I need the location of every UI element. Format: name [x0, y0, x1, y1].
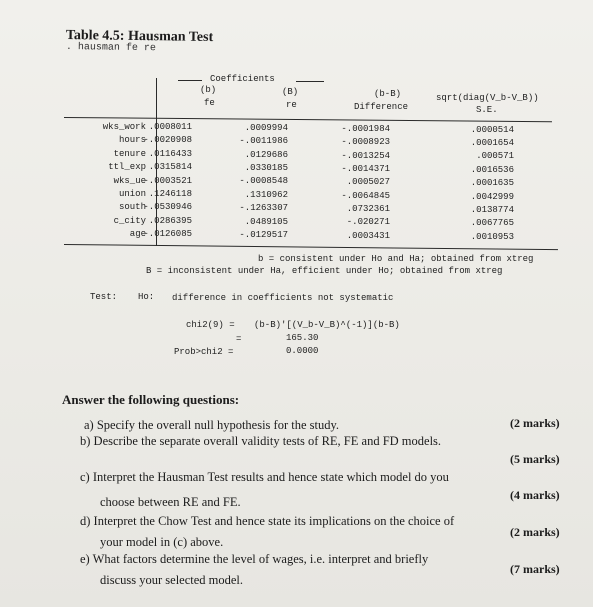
row-label-union: union: [118, 188, 146, 199]
col-se-top: sqrt(diag(V_b-V_B)): [436, 93, 539, 103]
row-label-hours: hours: [118, 135, 146, 146]
cell-se-c-city: .0067765: [470, 218, 514, 229]
cell-b-tenure: .0116433: [148, 148, 192, 159]
cell-b-c-city: .0286395: [148, 215, 192, 226]
cell-diff-south: .0732361: [346, 204, 390, 215]
question-text: Interpret the Chow Test and hence state its implications on the choice of: [93, 514, 455, 528]
cell-b-ttl-exp: .0315814: [148, 162, 192, 173]
stata-command: . hausman fe re: [65, 42, 157, 55]
question-text: What factors determine the level of wages, i.e. interpret and briefly: [92, 552, 429, 566]
table-bottom-rule: [64, 244, 558, 250]
cell-b-re-wks-ue: -.0008548: [239, 176, 288, 187]
table-title: Table 4.5: Hausman Test: [65, 28, 214, 46]
cell-b-re-ttl-exp: .0330185: [244, 163, 288, 174]
cell-diff-hours: -.0008923: [341, 137, 390, 148]
cell-b-south: -.0530946: [143, 202, 192, 213]
chi2-label: chi2(9) =: [186, 320, 235, 330]
question-d-line2: your model in (c) above.: [100, 535, 224, 549]
col-b-top: (b): [200, 85, 217, 95]
cell-diff-c-city: -.020271: [346, 217, 390, 228]
chi2-value: 165.30: [286, 333, 319, 343]
test-label: Test:: [90, 292, 118, 302]
row-label-ttl-exp: ttl_exp: [108, 162, 146, 173]
question-letter: e): [80, 552, 90, 566]
coef-header-rule-right: [296, 81, 324, 82]
row-label-tenure: tenure: [113, 148, 146, 159]
cell-b-re-hours: -.0011986: [239, 136, 288, 147]
prob-label: Prob>chi2 =: [174, 347, 234, 357]
col-b-bottom: fe: [204, 98, 215, 108]
cell-b-re-tenure: .0129686: [244, 149, 288, 160]
chi2-equals: =: [236, 334, 242, 344]
cell-b-re-c-city: .0489105: [244, 216, 288, 227]
cell-se-hours: .0001654: [470, 138, 514, 149]
cell-se-ttl-exp: .0016536: [470, 164, 514, 175]
cell-diff-wks-work: -.0001984: [341, 123, 390, 134]
cell-b-re-south: -.1263307: [239, 203, 288, 214]
question-b-marks: (5 marks): [510, 452, 560, 466]
prob-value: 0.0000: [286, 346, 319, 356]
ho-label: Ho:: [138, 292, 155, 302]
answer-heading: Answer the following questions:: [62, 392, 240, 407]
question-text: Specify the overall null hypothesis for the study.: [96, 418, 340, 432]
cell-b-hours: -.0020908: [143, 135, 192, 146]
row-label-age: age: [129, 229, 146, 240]
hausman-table: [64, 72, 558, 248]
col-B-bottom: re: [286, 100, 297, 110]
cell-b-wks-work: .0008011: [148, 122, 192, 132]
cell-diff-union: -.0064845: [341, 190, 390, 201]
question-text: Interpret the Hausman Test results and hence state which model do you: [92, 470, 449, 484]
cell-b-wks-ue: -.0003521: [143, 175, 192, 186]
question-e-line2: discuss your selected model.: [100, 573, 244, 587]
question-e: [80, 552, 428, 567]
question-a: [84, 418, 339, 433]
row-label-c-city: c_city: [113, 215, 146, 226]
cell-diff-age: .0003431: [346, 230, 390, 241]
question-c-marks: (4 marks): [510, 488, 560, 502]
question-e-marks: (7 marks): [510, 562, 560, 576]
cell-se-union: .0042999: [470, 191, 514, 202]
ho-text: difference in coefficients not systematic: [172, 293, 394, 303]
cell-b-age: -.0126085: [143, 229, 192, 240]
cell-diff-tenure: -.0013254: [341, 150, 390, 161]
question-letter: a): [84, 418, 94, 432]
col-diff-bottom: Difference: [354, 102, 409, 112]
cell-se-tenure: .000571: [476, 151, 514, 162]
cell-b-re-union: .1310962: [244, 189, 288, 200]
cell-b-union: .1246118: [148, 188, 192, 199]
question-d: [80, 514, 454, 529]
row-label-wks-work: wks_work: [102, 122, 146, 132]
col-se-bottom: S.E.: [476, 105, 498, 115]
coef-header-rule-left: [178, 80, 202, 81]
cell-b-re-wks-work: .0009994: [244, 122, 288, 133]
col-B-top: (B): [282, 87, 299, 97]
cell-se-wks-work: .0000514: [470, 124, 514, 135]
row-label-wks-ue: wks_ue: [113, 175, 146, 186]
cell-se-wks-ue: .0001635: [470, 178, 514, 189]
cell-se-south: .0138774: [470, 204, 514, 215]
question-b: [80, 434, 441, 449]
row-label-south: south: [118, 202, 146, 213]
question-c-line2: choose between RE and FE.: [100, 495, 241, 509]
note-b: b = consistent under Ho and Ha; obtained from xtreg: [258, 254, 534, 264]
coefficients-header: Coefficients: [210, 74, 275, 84]
question-letter: d): [80, 514, 91, 528]
cell-diff-ttl-exp: -.0014371: [341, 163, 390, 174]
chi2-formula: (b-B)'[(V_b-V_B)^(-1)](b-B): [254, 320, 400, 330]
question-c: [80, 470, 449, 485]
col-diff-top: (b-B): [374, 89, 402, 99]
question-text: Describe the separate overall validity tests of RE, FE and FD models.: [93, 434, 442, 448]
cell-diff-wks-ue: .0005027: [346, 177, 390, 188]
cell-b-re-age: -.0129517: [239, 229, 288, 240]
note-B: B = inconsistent under Ha, efficient under Ho; obtained from xtreg: [146, 266, 503, 276]
cell-se-age: .0010953: [470, 231, 514, 242]
question-letter: c): [80, 470, 90, 484]
question-letter: b): [80, 434, 91, 448]
question-d-marks: (2 marks): [510, 525, 560, 539]
question-a-marks: (2 marks): [510, 416, 560, 430]
